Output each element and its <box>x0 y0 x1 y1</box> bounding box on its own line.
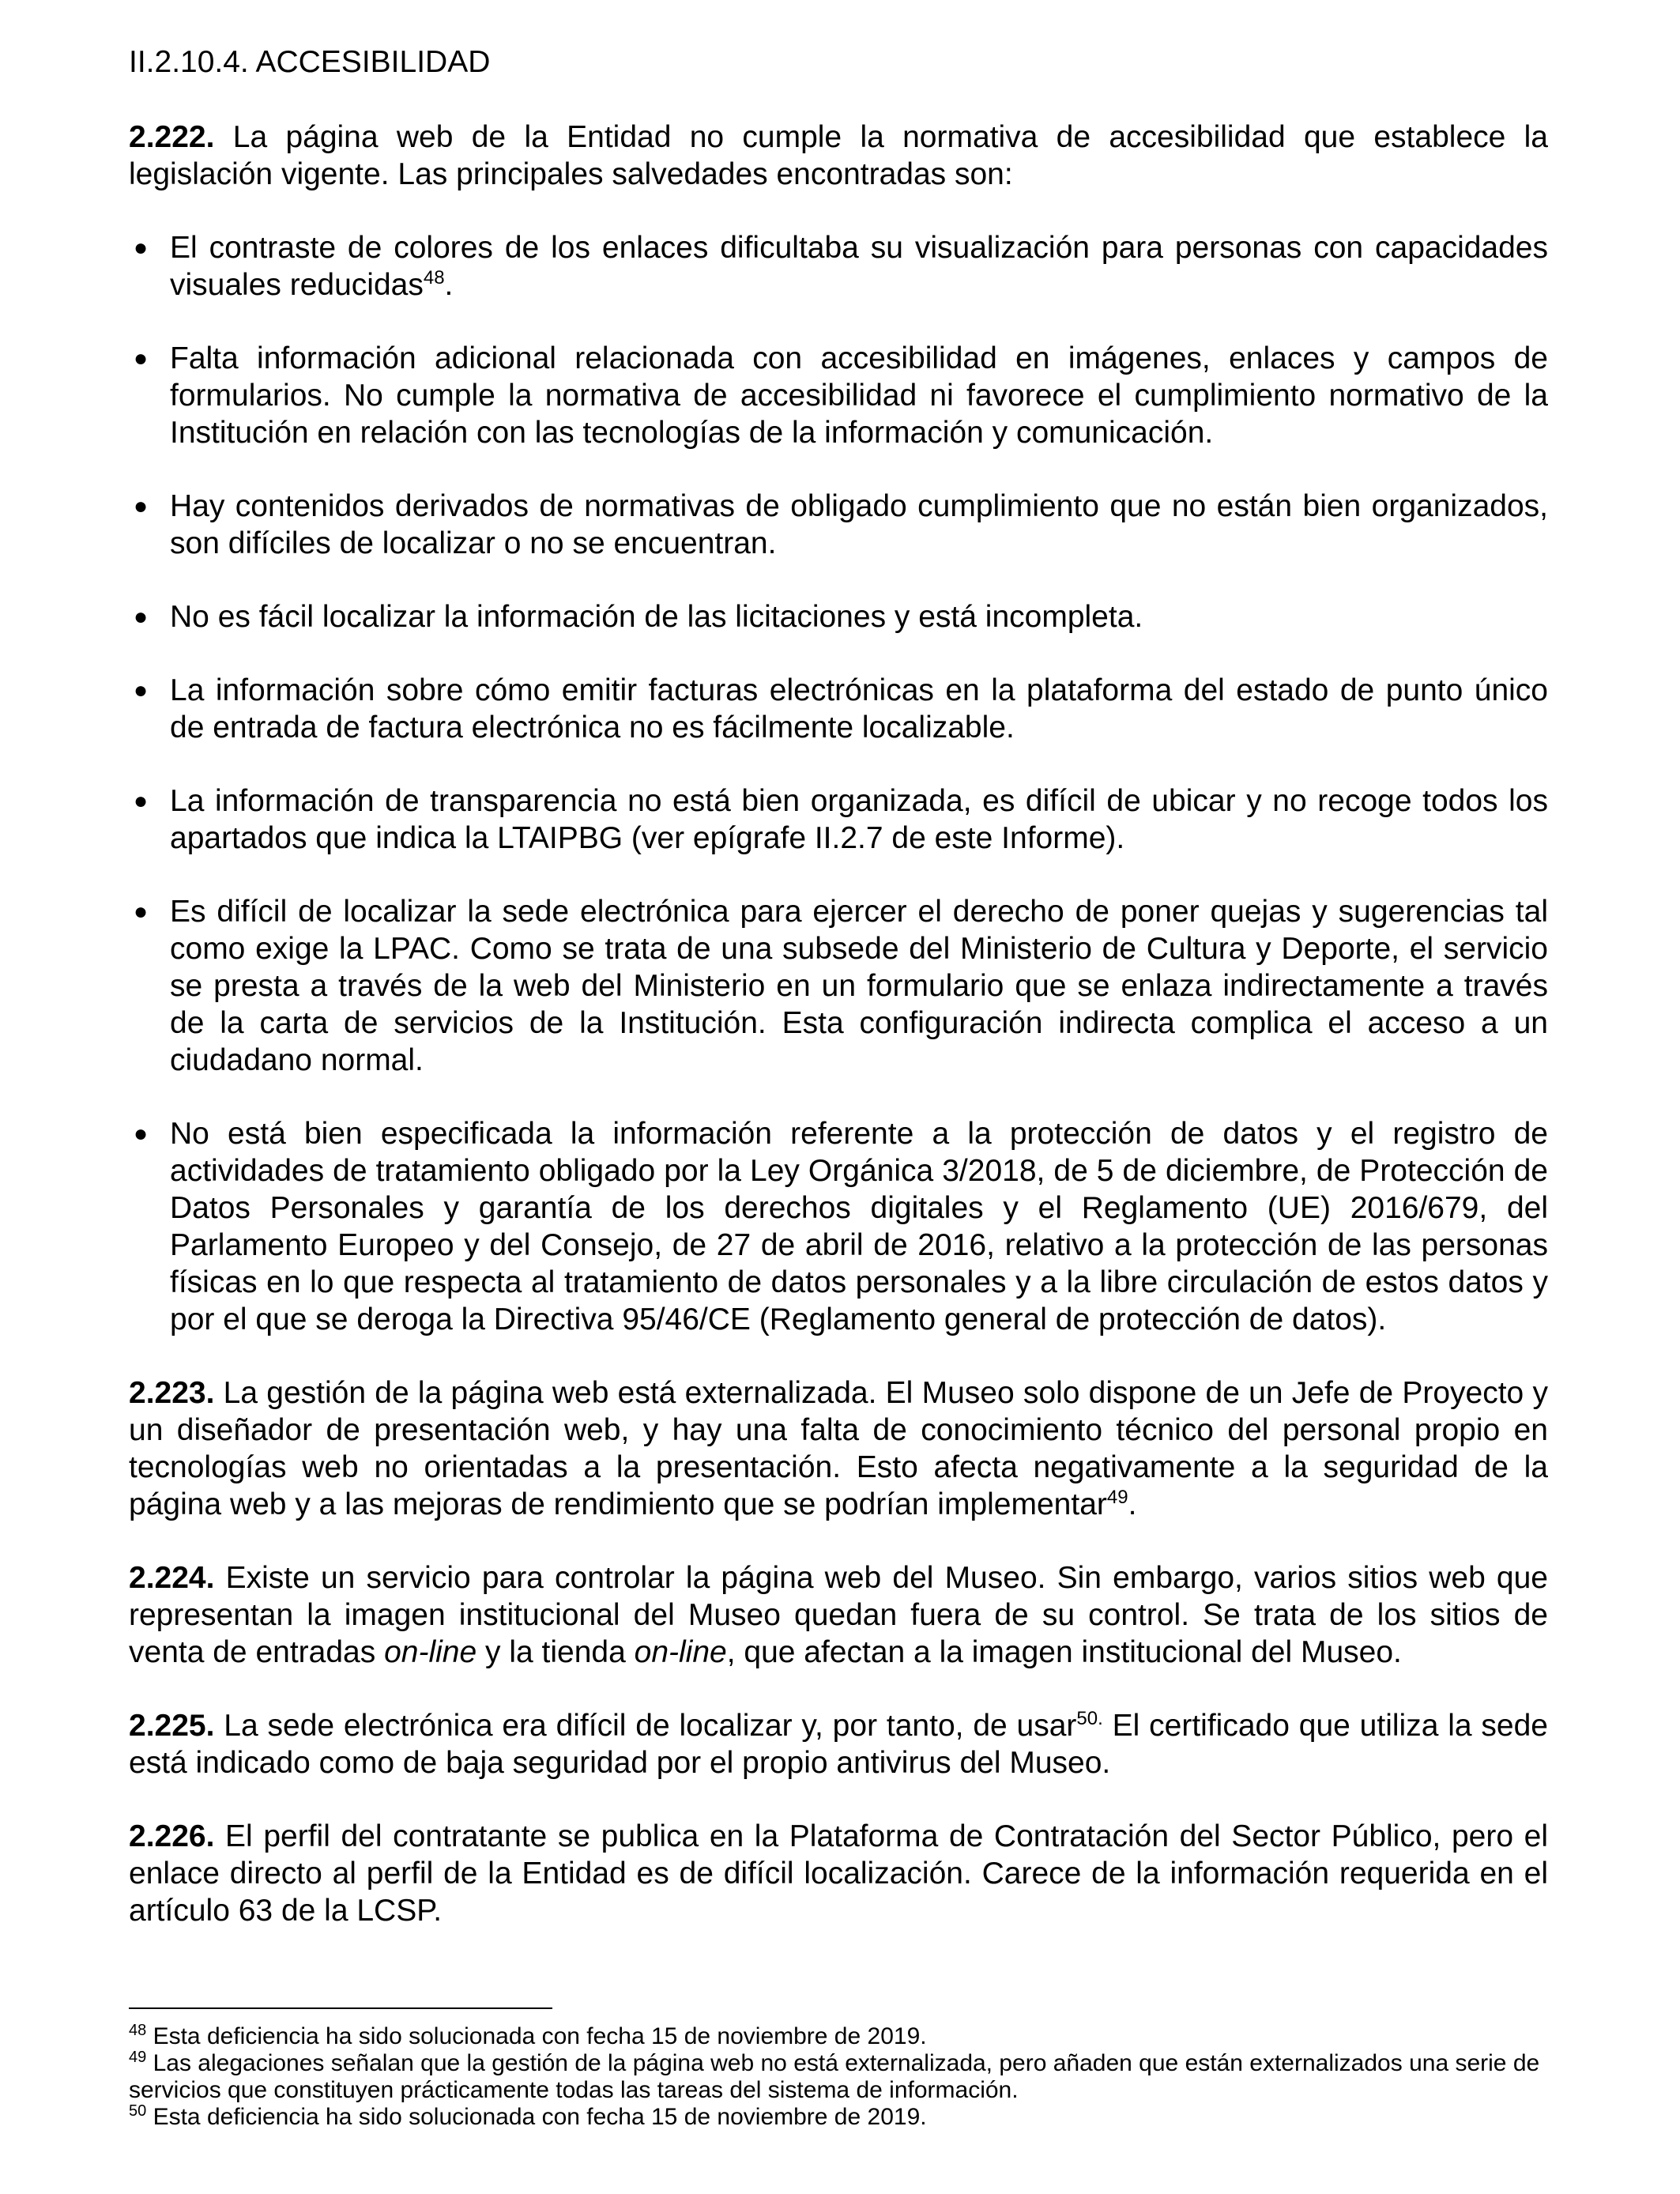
bullet-icon: ● <box>134 235 149 261</box>
footnote-text: Las alegaciones señalan que la gestión de la página web no está externalizada, pero añaden que están externalizados una serie de servicios que constituyen prácticamente todas las tareas del sistema de información. <box>129 2050 1540 2103</box>
paragraph-2-226 <box>129 1818 1548 1929</box>
footnote-number: 48 <box>129 2022 147 2039</box>
paragraph-number: 2.222. <box>129 120 215 154</box>
paragraph-number: 2.224. <box>129 1561 215 1595</box>
paragraph-2-224 <box>129 1559 1548 1671</box>
bullet-icon: ● <box>134 604 149 630</box>
emphasis-online: on-line <box>634 1635 727 1669</box>
paragraph-text: La sede electrónica era difícil de localizar y, por tanto, de usar <box>214 1709 1077 1743</box>
paragraph-text: El certificado que utiliza la sede está indicado como de baja seguridad por el propio antivirus del Museo. <box>129 1709 1548 1780</box>
paragraph-number: 2.226. <box>129 1819 215 1853</box>
footnote-separator <box>129 2007 552 2009</box>
list-item <box>129 782 1548 857</box>
list-item <box>129 598 1548 635</box>
paragraph-number: 2.225. <box>129 1709 215 1743</box>
list-item-text-end: . <box>444 268 454 302</box>
bullet-icon: ● <box>134 899 149 925</box>
list-item <box>129 229 1548 303</box>
footnote-number: 50 <box>129 2102 147 2120</box>
list-item <box>129 893 1548 1079</box>
footnote-ref[interactable]: 50. <box>1076 1708 1103 1729</box>
list-item-text: Hay contenidos derivados de normativas de obligado cumplimiento que no están bien organizados, son difíciles de localizar o no se encuentran. <box>170 489 1548 560</box>
list-item <box>129 488 1548 562</box>
paragraph-text: La página web de la Entidad no cumple la normativa de accesibilidad que establece la legislación vigente. Las principales salvedades encontradas son: <box>129 120 1548 191</box>
paragraph-2-225 <box>129 1707 1548 1781</box>
bullet-icon: ● <box>134 788 149 814</box>
list-item-text: Es difícil de localizar la sede electrónica para ejercer el derecho de poner quejas y sugerencias tal como exige la LPAC. Como se trata de una subsede del Ministerio de Cultura y Deporte, el servicio se presta a través de la web del Ministerio en un formulario que se enlaza indirectamente a través de la carta de servicios de la Institución. Esta configuración indirecta complica el acceso a un ciudadano normal. <box>170 895 1548 1077</box>
list-item-text: La información sobre cómo emitir facturas electrónicas en la plataforma del estado de punto único de entrada de factura electrónica no es fácilmente localizable. <box>170 673 1548 745</box>
bullet-icon: ● <box>134 345 149 371</box>
bullet-icon: ● <box>134 677 149 703</box>
paragraph-2-222 <box>129 119 1548 193</box>
list-item-text: El contraste de colores de los enlaces dificultaba su visualización para personas con capacidades visuales reducidas <box>170 231 1548 302</box>
list-item-text: La información de transparencia no está bien organizada, es difícil de ubicar y no recoge todos los apartados que indica la LTAIPBG (ver epígrafe II.2.7 de este Informe). <box>170 784 1548 855</box>
paragraph-number: 2.223. <box>129 1376 215 1410</box>
footnote-number: 49 <box>129 2049 147 2066</box>
footnote-48 <box>129 2023 1548 2050</box>
list-item <box>129 340 1548 451</box>
list-item-text: No es fácil localizar la información de las licitaciones y está incompleta. <box>170 600 1143 634</box>
section-heading: II.2.10.4. ACCESIBILIDAD <box>129 45 491 79</box>
footnote-ref[interactable]: 49 <box>1106 1487 1128 1508</box>
list-item-text: Falta información adicional relacionada con accesibilidad en imágenes, enlaces y campos de formularios. No cumple la normativa de accesibilidad ni favorece el cumplimiento normativo de la Institución en relación con las tecnologías de la información y comunicación. <box>170 341 1548 450</box>
paragraph-text: La gestión de la página web está externalizada. El Museo solo dispone de un Jefe de Proyecto y un diseñador de presentación web, y hay una falta de conocimiento técnico del personal propio en tecnologías web no orientadas a la presentación. Esto afecta negativamente a la seguridad de la página web y a las mejoras de rendimiento que se podrían implementar <box>129 1376 1548 1521</box>
deficiency-list <box>129 229 1548 1338</box>
paragraph-text: Existe un servicio para controlar la página web del Museo. Sin embargo, varios sitios web que representan la imagen institucional del Museo quedan fuera de su control. Se trata de los sitios de venta de entradas <box>129 1561 1548 1669</box>
footnote-49 <box>129 2050 1548 2104</box>
bullet-icon: ● <box>134 493 149 519</box>
footnote-text: Esta deficiencia ha sido solucionada con fecha 15 de noviembre de 2019. <box>146 2023 927 2049</box>
paragraph-text: , que afectan a la imagen institucional del Museo. <box>726 1635 1402 1669</box>
paragraph-2-223 <box>129 1374 1548 1523</box>
footnote-text: Esta deficiencia ha sido solucionada con fecha 15 de noviembre de 2019. <box>146 2104 927 2130</box>
list-item <box>129 672 1548 746</box>
paragraph-text: El perfil del contratante se publica en la Plataforma de Contratación del Sector Público, pero el enlace directo al perfil de la Entidad es de difícil localización. Carece de la información requerida en el artículo 63 de la LCSP. <box>129 1819 1548 1928</box>
paragraph-text-end: . <box>1128 1487 1137 1521</box>
list-item-text: No está bien especificada la información referente a la protección de datos y el registro de actividades de tratamiento obligado por la Ley Orgánica 3/2018, de 5 de diciembre, de Protección de Datos Personales y garantía de los derechos digitales y el Reglamento (UE) 2016/679, del Parlamento Europeo y del Consejo, de 27 de abril de 2016, relativo a la protección de las personas físicas en lo que respecta al tratamiento de datos personales y a la libre circulación de estos datos y por el que se deroga la Directiva 95/46/CE (Reglamento general de protección de datos). <box>170 1117 1548 1336</box>
document-page <box>129 44 1548 1966</box>
paragraph-text: y la tienda <box>477 1635 635 1669</box>
bullet-icon: ● <box>134 1121 149 1147</box>
footnote-50 <box>129 2104 1548 2131</box>
footnote-ref[interactable]: 48 <box>423 267 445 288</box>
footnotes <box>129 2007 1548 2131</box>
emphasis-online: on-line <box>384 1635 477 1669</box>
list-item <box>129 1115 1548 1338</box>
